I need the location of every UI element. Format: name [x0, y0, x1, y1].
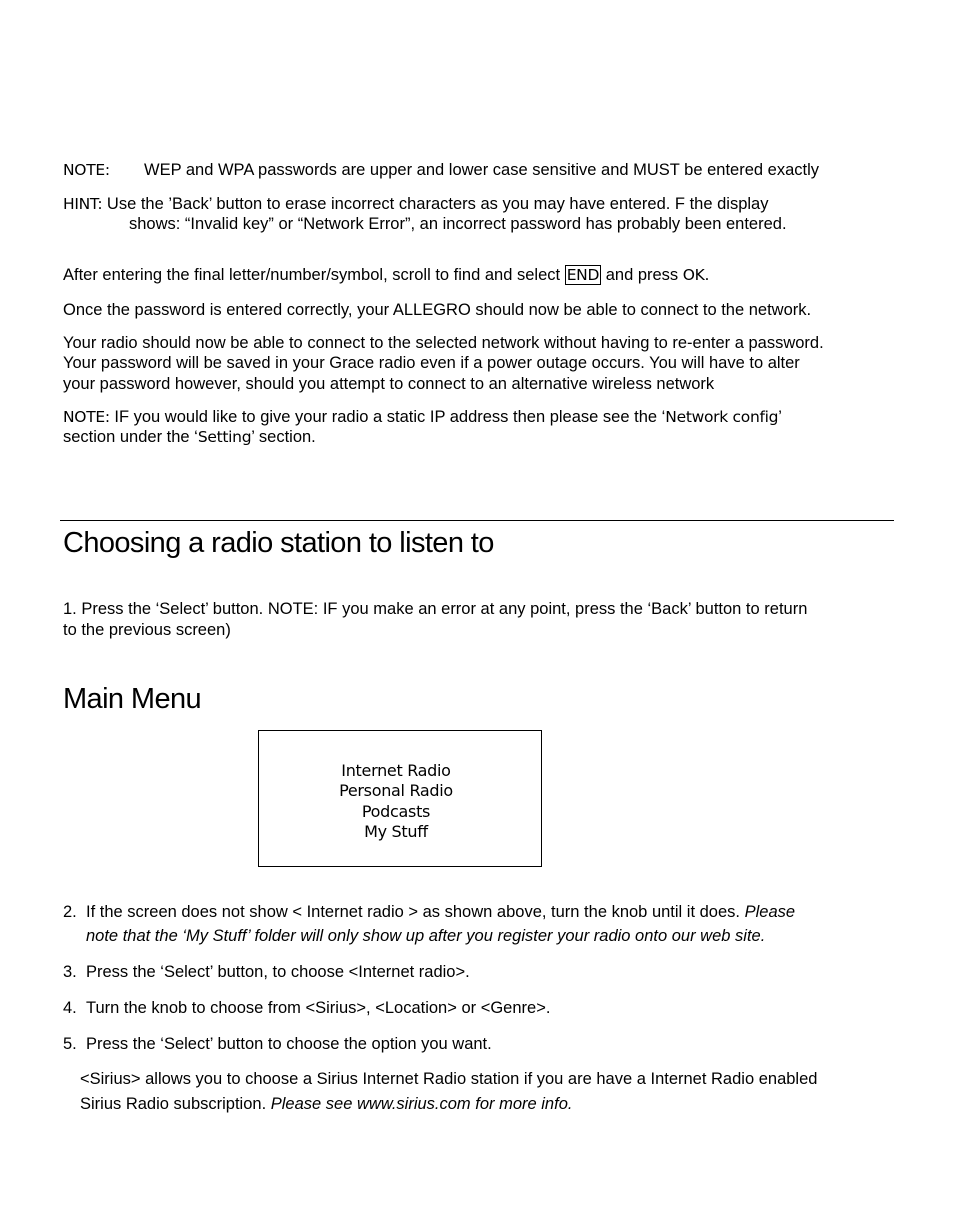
- final-entry-paragraph: [63, 265, 709, 286]
- note2-line-2: [63, 427, 316, 448]
- saved-line-1: Your radio should now be able to connect to the selected network without having to re-enter a password.: [63, 334, 824, 352]
- main-menu-title: Main Menu: [63, 683, 202, 715]
- note2-text-a: IF you would like to give your radio a static IP address then please see the ‘: [114, 408, 666, 426]
- step-5-number: 5.: [63, 1035, 77, 1053]
- step-2-italic-b: note that the ‘My Stuff’ folder will only show up after you register your radio onto our web site.: [86, 927, 766, 945]
- step-1-line-2: to the previous screen): [63, 621, 231, 639]
- step-2-line-1: [86, 902, 795, 923]
- menu-item-podcasts: Podcasts: [361, 802, 431, 821]
- hint-text-1: Use the ’Back’ button to erase incorrect characters as you may have entered. F the display: [106, 195, 769, 213]
- note2-line-1: [63, 407, 782, 428]
- hint-text-2: shows: “Invalid key” or “Network Error”, an incorrect password has probably been entered.: [129, 215, 787, 233]
- note-label: NOTE:: [63, 161, 110, 179]
- note2-label: NOTE:: [63, 408, 110, 426]
- menu-item-personal-radio: Personal Radio: [339, 781, 453, 800]
- step-3-text: Press the ‘Select’ button, to choose <Internet radio>.: [86, 963, 470, 981]
- sirius-text: Sirius Radio subscription.: [80, 1095, 267, 1113]
- final-entry-text-a: After entering the final letter/number/symbol, scroll to find and select: [63, 266, 561, 284]
- note2-line2-b: ’ section.: [251, 428, 316, 446]
- hint-label: HINT:: [63, 195, 103, 213]
- network-config-label: Network config: [665, 408, 779, 426]
- step-2-text: If the screen does not show < Internet radio > as shown above, turn the knob until it does.: [86, 903, 740, 921]
- step-3-number: 3.: [63, 963, 77, 981]
- sirius-line-1: <Sirius> allows you to choose a Sirius Internet Radio station if you are have a Internet Radio enabled: [80, 1070, 818, 1088]
- once-entered-paragraph: Once the password is entered correctly, your ALLEGRO should now be able to connect to the network.: [63, 301, 812, 319]
- final-entry-text-b: and press: [605, 266, 679, 284]
- note2-line2-a: section under the ‘: [63, 428, 198, 446]
- setting-label: Setting: [197, 428, 252, 446]
- saved-line-2: Your password will be saved in your Grace radio even if a power outage occurs. You will have to alter: [63, 354, 800, 372]
- step-4-text: Turn the knob to choose from <Sirius>, <Location> or <Genre>.: [86, 999, 551, 1017]
- sirius-italic: Please see www.sirius.com for more info.: [270, 1095, 573, 1113]
- note-text: WEP and WPA passwords are upper and lower case sensitive and MUST be entered exactly: [144, 161, 820, 179]
- step-2-italic-a: Please: [744, 903, 796, 921]
- step-5-text: Press the ‘Select’ button to choose the option you want.: [86, 1035, 492, 1053]
- end-key: END: [566, 266, 600, 284]
- saved-line-3: your password however, should you attempt to connect to an alternative wireless network: [63, 375, 715, 393]
- note2-text-b: ’: [778, 408, 782, 426]
- section-title: Choosing a radio station to listen to: [63, 527, 494, 559]
- step-2-number: 2.: [63, 903, 77, 921]
- step-4-number: 4.: [63, 999, 77, 1017]
- section-divider: [60, 520, 894, 521]
- ok-key: OK.: [682, 266, 710, 284]
- note-line: [63, 160, 110, 181]
- menu-item-internet-radio: Internet Radio: [341, 761, 451, 780]
- menu-screen-illustration: [258, 730, 542, 867]
- menu-item-my-stuff: My Stuff: [364, 822, 428, 841]
- sirius-line-2: [80, 1094, 572, 1115]
- hint-line-1: [63, 194, 768, 215]
- step-1-line-1: 1. Press the ‘Select’ button. NOTE: IF you make an error at any point, press the ‘Back’ button to return: [63, 600, 808, 618]
